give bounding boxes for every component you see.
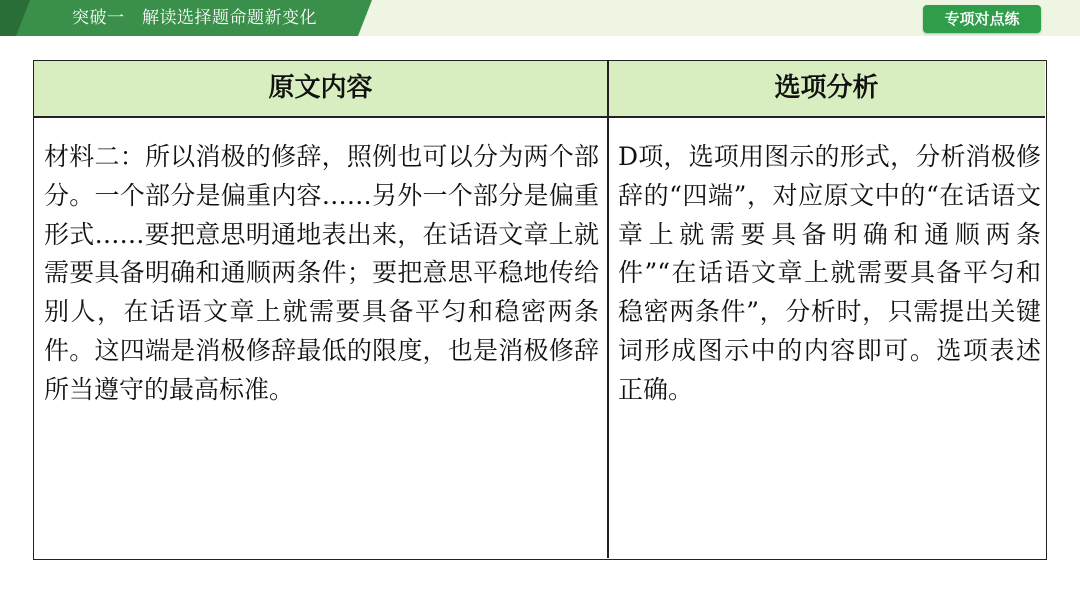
top-bar [0, 0, 1080, 36]
option-analysis-header: 选项分析 [608, 61, 1045, 116]
original-text-header: 原文内容 [34, 61, 607, 116]
section-tab [0, 0, 372, 36]
section-title: 突破一 解读选择题命题新变化 [72, 8, 317, 28]
column-divider [607, 61, 609, 558]
option-analysis-content: D项，选项用图示的形式，分析消极修辞的“四端”，对应原文中的“在话语文章上就需要具备明确和通顺两条件”“在话语文章上就需要具备平匀和稳密两条件”，分析时，只需提出关键词形成图示中的内容即可。选项表述正确。 [618, 142, 1041, 404]
original-text-content: 材料二：所以消极的修辞，照例也可以分为两个部分。一个部分是偏重内容……另外一个部分是偏重形式……要把意思明通地表出来，在话语文章上就需要具备明确和通顺两条件；要把意思平稳地传给别人，在话语文章上就需要具备平匀和稳密两条件。这四端是消极修辞最低的限度，也是消极修辞所当遵守的最高标准。 [44, 142, 599, 404]
content-table [33, 60, 1047, 560]
practice-button[interactable]: 专项对点练 [923, 5, 1041, 33]
header-divider [34, 116, 1045, 118]
